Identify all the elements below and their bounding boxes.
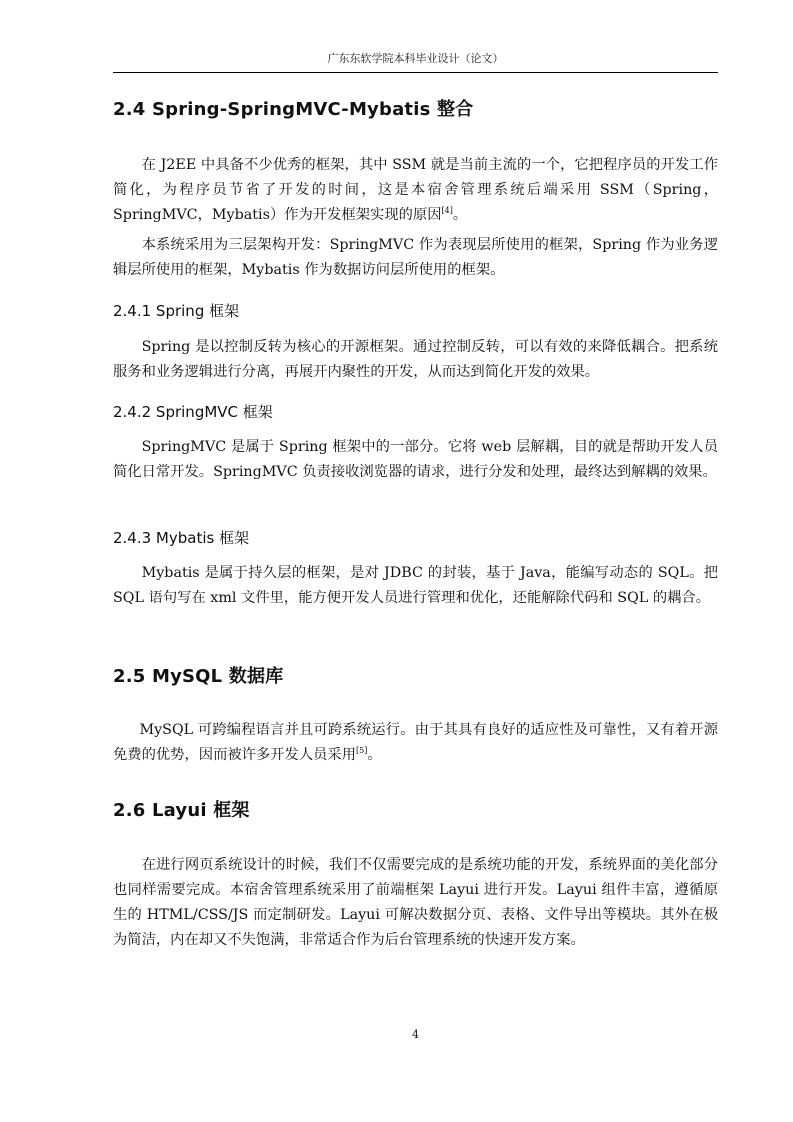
- header-rule: [113, 72, 718, 73]
- section-2-4-2-paragraph: SpringMVC 是属于 Spring 框架中的一部分。它将 web 层解耦，目的就是帮助开发人员简化日常开发。SpringMVC 负责接收浏览器的请求，进行分发和处理，最终达到解耦的效果。: [113, 439, 718, 480]
- section-2-4-2-heading: 2.4.2 SpringMVC 框架: [113, 403, 273, 421]
- section-2-6-heading: 2.6 Layui 框架: [113, 800, 250, 821]
- section-2-4-1-heading: 2.4.1 Spring 框架: [113, 302, 240, 320]
- page-number: 4: [412, 1028, 419, 1041]
- citation-ref: [5]: [356, 746, 368, 756]
- paragraph-end: 。: [367, 747, 382, 763]
- citation-ref: [4]: [441, 206, 453, 216]
- paragraph-end: 。: [452, 207, 468, 223]
- paragraph-text: MySQL 可跨编程语言并且可跨系统运行。由于其具有良好的适应性及可靠性，又有着开源免费的优势，因而被许多开发人员采用: [113, 722, 718, 763]
- section-2-4-3-heading: 2.4.3 Mybatis 框架: [113, 529, 250, 547]
- section-2-5-heading: 2.5 MySQL 数据库: [113, 666, 284, 687]
- paragraph-text: 在 J2EE 中具备不少优秀的框架，其中 SSM 就是当前主流的一个，它把程序员的开发工作简化，为程序员节省了开发的时间，这是本宿舍管理系统后端采用 SSM（Spring，SpringMVC，Mybatis）作为开发框架实现的原因: [113, 157, 718, 223]
- page-header: 广东东软学院本科毕业设计（论文）: [327, 52, 504, 65]
- section-2-6-paragraph: 在进行网页系统设计的时候，我们不仅需要完成的是系统功能的开发，系统界面的美化部分也同样需要完成。本宿舍管理系统采用了前端框架 Layui 进行开发。Layui 组件丰富，遵循原生的 HTML/CSS/JS 而定制研发。Layui 可解决数据分页、表格、文件导出等模块。其外在极为简洁，内在却又不失饱满，非常适合作为后台管理系统的快速开发方案。: [113, 857, 718, 948]
- section-2-4-paragraph-1: [113, 153, 718, 228]
- section-2-5-paragraph: [113, 718, 718, 768]
- section-2-4-1-paragraph: Spring 是以控制反转为核心的开源框架。通过控制反转，可以有效的来降低耦合。把系统服务和业务逻辑进行分离，再展开内聚性的开发，从而达到简化开发的效果。: [113, 339, 718, 380]
- section-2-4-heading: 2.4 Spring-SpringMVC-Mybatis 整合: [113, 99, 474, 120]
- section-2-4-3-paragraph: Mybatis 是属于持久层的框架，是对 JDBC 的封装，基于 Java，能编写动态的 SQL。把 SQL 语句写在 xml 文件里，能方便开发人员进行管理和优化，还能解除代码和 SQL 的耦合。: [113, 565, 718, 606]
- section-2-4-paragraph-2: 本系统采用为三层架构开发：SpringMVC 作为表现层所使用的框架，Spring 作为业务逻辑层所使用的框架，Mybatis 作为数据访问层所使用的框架。: [113, 237, 718, 278]
